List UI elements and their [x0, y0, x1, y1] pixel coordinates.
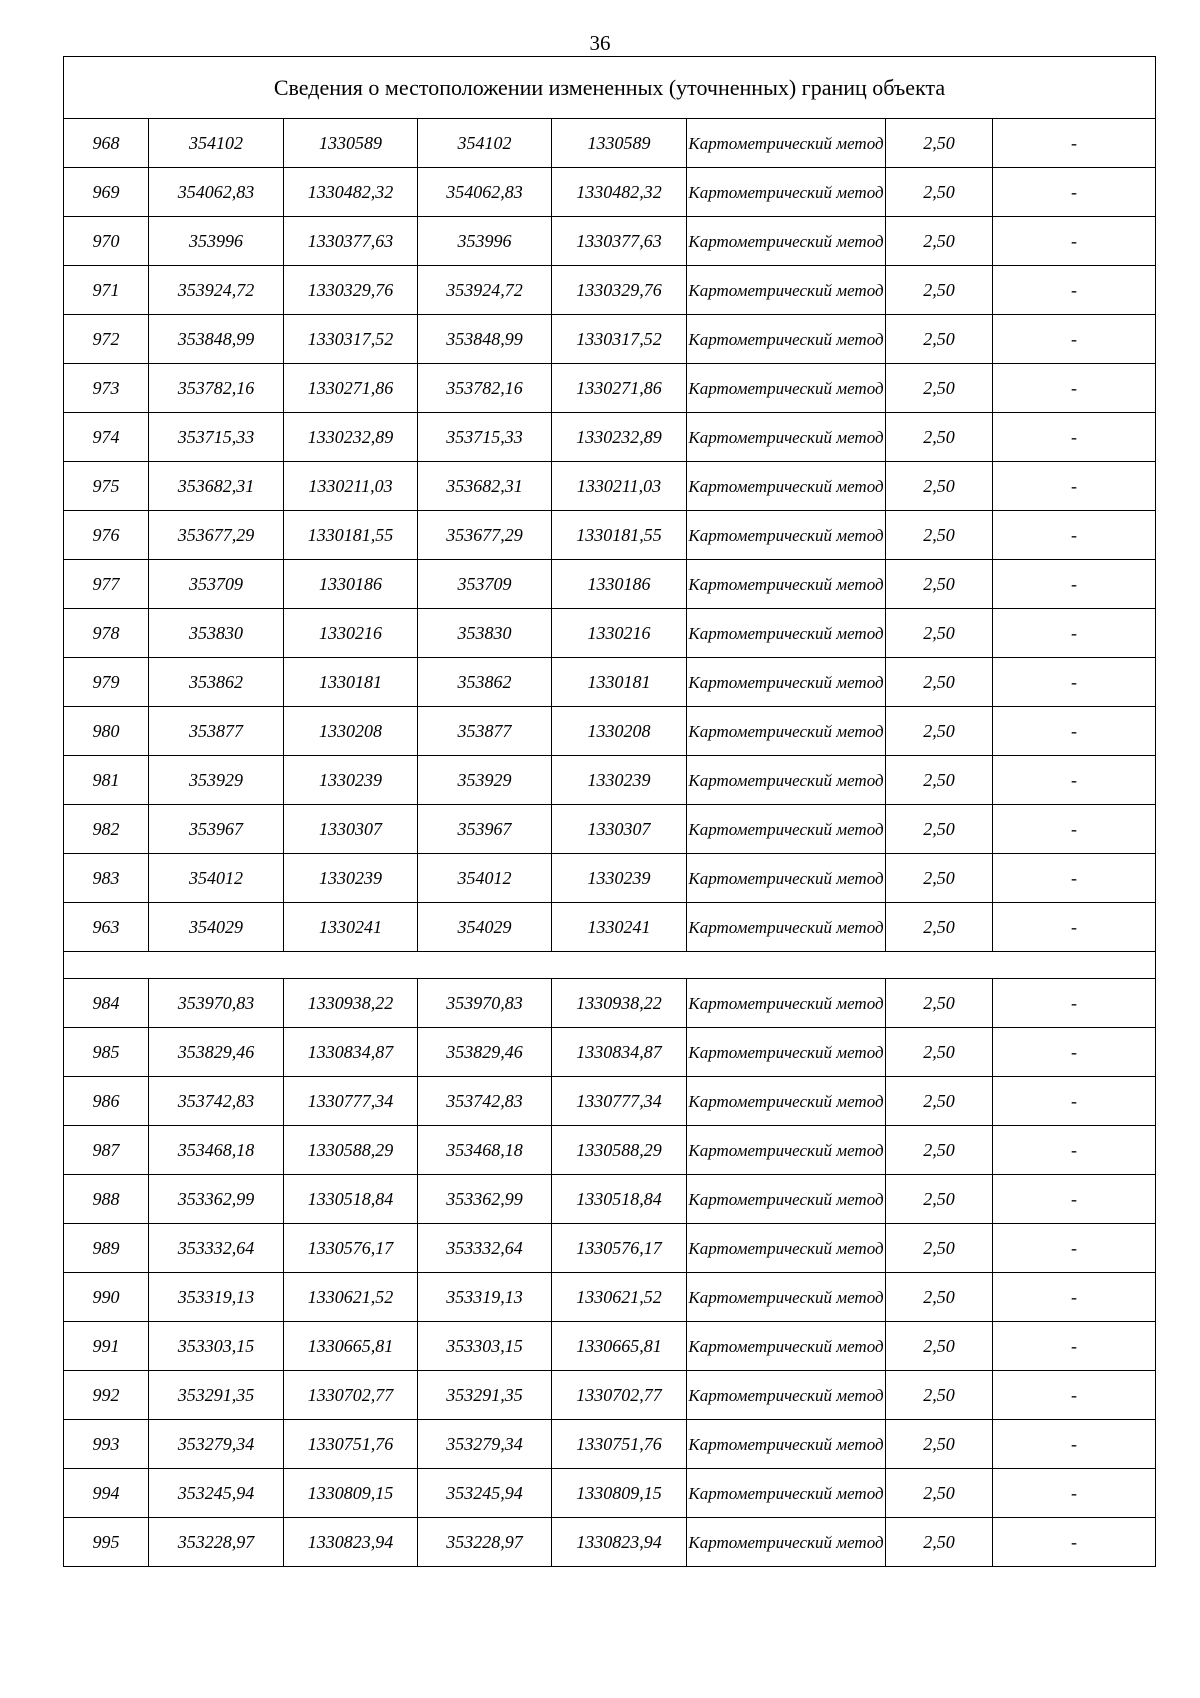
method-cell: Картометрический метод: [687, 1322, 886, 1371]
point-number-cell: 985: [64, 1028, 149, 1077]
refined-y-cell: 1330518,84: [552, 1175, 687, 1224]
table-row: [64, 413, 1156, 462]
refined-y-cell: 1330307: [552, 805, 687, 854]
description-cell: -: [993, 315, 1156, 364]
refined-x-cell: 353924,72: [418, 266, 552, 315]
existing-x-cell: 353715,33: [149, 413, 284, 462]
existing-y-cell: 1330329,76: [284, 266, 418, 315]
table-row: [64, 1175, 1156, 1224]
refined-y-cell: 1330589: [552, 119, 687, 168]
refined-x-cell: 353929: [418, 756, 552, 805]
existing-x-cell: 353877: [149, 707, 284, 756]
table-row: [64, 1371, 1156, 1420]
existing-x-cell: 353996: [149, 217, 284, 266]
point-number-cell: 975: [64, 462, 149, 511]
existing-x-cell: 353782,16: [149, 364, 284, 413]
existing-y-cell: 1330239: [284, 756, 418, 805]
accuracy-cell: 2,50: [886, 707, 993, 756]
refined-x-cell: 353862: [418, 658, 552, 707]
accuracy-cell: 2,50: [886, 854, 993, 903]
existing-y-cell: 1330271,86: [284, 364, 418, 413]
point-number-cell: 988: [64, 1175, 149, 1224]
table-row: [64, 119, 1156, 168]
existing-y-cell: 1330239: [284, 854, 418, 903]
method-cell: Картометрический метод: [687, 315, 886, 364]
method-cell: Картометрический метод: [687, 805, 886, 854]
refined-y-cell: 1330181: [552, 658, 687, 707]
point-number-cell: 989: [64, 1224, 149, 1273]
refined-y-cell: 1330241: [552, 903, 687, 952]
refined-y-cell: 1330377,63: [552, 217, 687, 266]
existing-x-cell: 353924,72: [149, 266, 284, 315]
method-cell: Картометрический метод: [687, 1077, 886, 1126]
description-cell: -: [993, 413, 1156, 462]
existing-x-cell: 353245,94: [149, 1469, 284, 1518]
refined-x-cell: 353967: [418, 805, 552, 854]
existing-x-cell: 353967: [149, 805, 284, 854]
accuracy-cell: 2,50: [886, 1420, 993, 1469]
refined-y-cell: 1330834,87: [552, 1028, 687, 1077]
point-number-cell: 984: [64, 979, 149, 1028]
accuracy-cell: 2,50: [886, 119, 993, 168]
existing-y-cell: 1330377,63: [284, 217, 418, 266]
refined-x-cell: 354029: [418, 903, 552, 952]
table-row: [64, 707, 1156, 756]
table-row: [64, 217, 1156, 266]
existing-y-cell: 1330241: [284, 903, 418, 952]
refined-x-cell: 353245,94: [418, 1469, 552, 1518]
table-row: [64, 903, 1156, 952]
table-row: [64, 462, 1156, 511]
point-number-cell: 974: [64, 413, 149, 462]
accuracy-cell: 2,50: [886, 1469, 993, 1518]
description-cell: -: [993, 609, 1156, 658]
refined-x-cell: 353782,16: [418, 364, 552, 413]
point-number-cell: 977: [64, 560, 149, 609]
method-cell: Картометрический метод: [687, 707, 886, 756]
point-number-cell: 976: [64, 511, 149, 560]
method-cell: Картометрический метод: [687, 1175, 886, 1224]
existing-x-cell: 354029: [149, 903, 284, 952]
description-cell: -: [993, 1077, 1156, 1126]
table-title-row: [64, 57, 1156, 119]
description-cell: -: [993, 805, 1156, 854]
method-cell: Картометрический метод: [687, 119, 886, 168]
table-row: [64, 168, 1156, 217]
accuracy-cell: 2,50: [886, 609, 993, 658]
refined-y-cell: 1330621,52: [552, 1273, 687, 1322]
description-cell: -: [993, 1175, 1156, 1224]
existing-x-cell: 353830: [149, 609, 284, 658]
method-cell: Картометрический метод: [687, 1420, 886, 1469]
refined-y-cell: 1330482,32: [552, 168, 687, 217]
point-number-cell: 983: [64, 854, 149, 903]
method-cell: Картометрический метод: [687, 1126, 886, 1175]
refined-x-cell: 354062,83: [418, 168, 552, 217]
accuracy-cell: 2,50: [886, 1126, 993, 1175]
accuracy-cell: 2,50: [886, 1273, 993, 1322]
accuracy-cell: 2,50: [886, 903, 993, 952]
refined-x-cell: 353877: [418, 707, 552, 756]
existing-y-cell: 1330809,15: [284, 1469, 418, 1518]
point-number-cell: 971: [64, 266, 149, 315]
method-cell: Картометрический метод: [687, 413, 886, 462]
point-number-cell: 981: [64, 756, 149, 805]
existing-x-cell: 353291,35: [149, 1371, 284, 1420]
method-cell: Картометрический метод: [687, 1371, 886, 1420]
existing-y-cell: 1330307: [284, 805, 418, 854]
refined-x-cell: 354012: [418, 854, 552, 903]
refined-x-cell: 353228,97: [418, 1518, 552, 1567]
description-cell: -: [993, 1273, 1156, 1322]
refined-x-cell: 353829,46: [418, 1028, 552, 1077]
description-cell: -: [993, 979, 1156, 1028]
accuracy-cell: 2,50: [886, 979, 993, 1028]
description-cell: -: [993, 560, 1156, 609]
refined-y-cell: 1330181,55: [552, 511, 687, 560]
refined-y-cell: 1330271,86: [552, 364, 687, 413]
point-number-cell: 982: [64, 805, 149, 854]
description-cell: -: [993, 266, 1156, 315]
accuracy-cell: 2,50: [886, 756, 993, 805]
method-cell: Картометрический метод: [687, 462, 886, 511]
accuracy-cell: 2,50: [886, 1028, 993, 1077]
table-row: [64, 1273, 1156, 1322]
existing-y-cell: 1330482,32: [284, 168, 418, 217]
description-cell: -: [993, 1028, 1156, 1077]
accuracy-cell: 2,50: [886, 413, 993, 462]
refined-x-cell: 353362,99: [418, 1175, 552, 1224]
table-row: [64, 511, 1156, 560]
table-row: [64, 1518, 1156, 1567]
refined-y-cell: 1330809,15: [552, 1469, 687, 1518]
description-cell: -: [993, 364, 1156, 413]
point-number-cell: 987: [64, 1126, 149, 1175]
description-cell: -: [993, 119, 1156, 168]
accuracy-cell: 2,50: [886, 364, 993, 413]
accuracy-cell: 2,50: [886, 1518, 993, 1567]
accuracy-cell: 2,50: [886, 658, 993, 707]
description-cell: -: [993, 1469, 1156, 1518]
refined-y-cell: 1330216: [552, 609, 687, 658]
refined-y-cell: 1330938,22: [552, 979, 687, 1028]
method-cell: Картометрический метод: [687, 217, 886, 266]
existing-y-cell: 1330216: [284, 609, 418, 658]
point-number-cell: 995: [64, 1518, 149, 1567]
page-number: 36: [589, 31, 611, 55]
description-cell: -: [993, 511, 1156, 560]
point-number-cell: 994: [64, 1469, 149, 1518]
method-cell: Картометрический метод: [687, 609, 886, 658]
accuracy-cell: 2,50: [886, 1322, 993, 1371]
table-row: [64, 315, 1156, 364]
table-row: [64, 609, 1156, 658]
existing-x-cell: 353332,64: [149, 1224, 284, 1273]
refined-x-cell: 353715,33: [418, 413, 552, 462]
point-number-cell: 980: [64, 707, 149, 756]
method-cell: Картометрический метод: [687, 979, 886, 1028]
accuracy-cell: 2,50: [886, 1175, 993, 1224]
method-cell: Картометрический метод: [687, 854, 886, 903]
refined-x-cell: 353996: [418, 217, 552, 266]
description-cell: -: [993, 1518, 1156, 1567]
existing-y-cell: 1330751,76: [284, 1420, 418, 1469]
existing-y-cell: 1330777,34: [284, 1077, 418, 1126]
existing-x-cell: 354062,83: [149, 168, 284, 217]
description-cell: -: [993, 1126, 1156, 1175]
existing-y-cell: 1330588,29: [284, 1126, 418, 1175]
table-row: [64, 1322, 1156, 1371]
refined-y-cell: 1330329,76: [552, 266, 687, 315]
point-number-cell: 973: [64, 364, 149, 413]
table-row: [64, 1224, 1156, 1273]
table-body: [64, 57, 1156, 1567]
refined-y-cell: 1330239: [552, 756, 687, 805]
existing-x-cell: 353228,97: [149, 1518, 284, 1567]
point-number-cell: 979: [64, 658, 149, 707]
refined-y-cell: 1330239: [552, 854, 687, 903]
point-number-cell: 991: [64, 1322, 149, 1371]
table-row: [64, 1469, 1156, 1518]
table-row: [64, 1077, 1156, 1126]
description-cell: -: [993, 217, 1156, 266]
boundary-coordinates-table: [63, 56, 1156, 1567]
refined-y-cell: 1330576,17: [552, 1224, 687, 1273]
description-cell: -: [993, 903, 1156, 952]
table-row: [64, 364, 1156, 413]
refined-x-cell: 353332,64: [418, 1224, 552, 1273]
existing-y-cell: 1330317,52: [284, 315, 418, 364]
refined-x-cell: 353848,99: [418, 315, 552, 364]
accuracy-cell: 2,50: [886, 1371, 993, 1420]
refined-y-cell: 1330317,52: [552, 315, 687, 364]
accuracy-cell: 2,50: [886, 1077, 993, 1126]
refined-x-cell: 354102: [418, 119, 552, 168]
method-cell: Картометрический метод: [687, 1469, 886, 1518]
method-cell: Картометрический метод: [687, 658, 886, 707]
existing-x-cell: 353303,15: [149, 1322, 284, 1371]
accuracy-cell: 2,50: [886, 217, 993, 266]
existing-x-cell: 353468,18: [149, 1126, 284, 1175]
method-cell: Картометрический метод: [687, 560, 886, 609]
existing-y-cell: 1330576,17: [284, 1224, 418, 1273]
existing-x-cell: 354102: [149, 119, 284, 168]
table-row: [64, 1420, 1156, 1469]
method-cell: Картометрический метод: [687, 1273, 886, 1322]
method-cell: Картометрический метод: [687, 511, 886, 560]
description-cell: -: [993, 1322, 1156, 1371]
refined-x-cell: 353319,13: [418, 1273, 552, 1322]
table-row: [64, 560, 1156, 609]
accuracy-cell: 2,50: [886, 1224, 993, 1273]
method-cell: Картометрический метод: [687, 1518, 886, 1567]
existing-y-cell: 1330589: [284, 119, 418, 168]
existing-x-cell: 353682,31: [149, 462, 284, 511]
description-cell: -: [993, 707, 1156, 756]
refined-x-cell: 353279,34: [418, 1420, 552, 1469]
table-row: [64, 805, 1156, 854]
description-cell: -: [993, 658, 1156, 707]
description-cell: -: [993, 168, 1156, 217]
table-row: [64, 658, 1156, 707]
point-number-cell: 972: [64, 315, 149, 364]
accuracy-cell: 2,50: [886, 266, 993, 315]
table-row: [64, 979, 1156, 1028]
existing-x-cell: 353829,46: [149, 1028, 284, 1077]
refined-y-cell: 1330665,81: [552, 1322, 687, 1371]
refined-y-cell: 1330823,94: [552, 1518, 687, 1567]
existing-y-cell: 1330938,22: [284, 979, 418, 1028]
accuracy-cell: 2,50: [886, 168, 993, 217]
refined-x-cell: 353709: [418, 560, 552, 609]
existing-y-cell: 1330181,55: [284, 511, 418, 560]
refined-x-cell: 353303,15: [418, 1322, 552, 1371]
existing-x-cell: 353279,34: [149, 1420, 284, 1469]
existing-x-cell: 353677,29: [149, 511, 284, 560]
table-row: [64, 1126, 1156, 1175]
refined-x-cell: 353830: [418, 609, 552, 658]
existing-y-cell: 1330834,87: [284, 1028, 418, 1077]
point-number-cell: 963: [64, 903, 149, 952]
existing-x-cell: 354012: [149, 854, 284, 903]
refined-x-cell: 353682,31: [418, 462, 552, 511]
table-row: [64, 854, 1156, 903]
point-number-cell: 969: [64, 168, 149, 217]
existing-y-cell: 1330621,52: [284, 1273, 418, 1322]
existing-x-cell: 353862: [149, 658, 284, 707]
existing-y-cell: 1330186: [284, 560, 418, 609]
existing-y-cell: 1330702,77: [284, 1371, 418, 1420]
table-row: [64, 1028, 1156, 1077]
existing-y-cell: 1330208: [284, 707, 418, 756]
description-cell: -: [993, 854, 1156, 903]
existing-x-cell: 353709: [149, 560, 284, 609]
table-title: Сведения о местоположении измененных (уточненных) границ объекта: [64, 57, 1156, 119]
accuracy-cell: 2,50: [886, 462, 993, 511]
accuracy-cell: 2,50: [886, 805, 993, 854]
existing-x-cell: 353929: [149, 756, 284, 805]
method-cell: Картометрический метод: [687, 364, 886, 413]
refined-x-cell: 353970,83: [418, 979, 552, 1028]
description-cell: -: [993, 462, 1156, 511]
refined-x-cell: 353468,18: [418, 1126, 552, 1175]
existing-x-cell: 353362,99: [149, 1175, 284, 1224]
table-row: [64, 756, 1156, 805]
method-cell: Картометрический метод: [687, 168, 886, 217]
existing-y-cell: 1330211,03: [284, 462, 418, 511]
refined-y-cell: 1330777,34: [552, 1077, 687, 1126]
description-cell: -: [993, 756, 1156, 805]
refined-y-cell: 1330751,76: [552, 1420, 687, 1469]
point-number-cell: 970: [64, 217, 149, 266]
point-number-cell: 993: [64, 1420, 149, 1469]
refined-y-cell: 1330186: [552, 560, 687, 609]
existing-y-cell: 1330823,94: [284, 1518, 418, 1567]
method-cell: Картометрический метод: [687, 266, 886, 315]
existing-x-cell: 353970,83: [149, 979, 284, 1028]
method-cell: Картометрический метод: [687, 903, 886, 952]
existing-x-cell: 353742,83: [149, 1077, 284, 1126]
point-number-cell: 992: [64, 1371, 149, 1420]
method-cell: Картометрический метод: [687, 1028, 886, 1077]
existing-x-cell: 353848,99: [149, 315, 284, 364]
accuracy-cell: 2,50: [886, 315, 993, 364]
method-cell: Картометрический метод: [687, 1224, 886, 1273]
existing-y-cell: 1330518,84: [284, 1175, 418, 1224]
accuracy-cell: 2,50: [886, 560, 993, 609]
table-row: [64, 266, 1156, 315]
point-number-cell: 968: [64, 119, 149, 168]
section-separator-row: [64, 952, 1156, 979]
existing-y-cell: 1330181: [284, 658, 418, 707]
description-cell: -: [993, 1420, 1156, 1469]
refined-x-cell: 353291,35: [418, 1371, 552, 1420]
accuracy-cell: 2,50: [886, 511, 993, 560]
point-number-cell: 990: [64, 1273, 149, 1322]
refined-y-cell: 1330208: [552, 707, 687, 756]
description-cell: -: [993, 1224, 1156, 1273]
refined-y-cell: 1330232,89: [552, 413, 687, 462]
description-cell: -: [993, 1371, 1156, 1420]
refined-x-cell: 353742,83: [418, 1077, 552, 1126]
section-separator: [64, 952, 1156, 979]
refined-y-cell: 1330211,03: [552, 462, 687, 511]
point-number-cell: 986: [64, 1077, 149, 1126]
existing-y-cell: 1330232,89: [284, 413, 418, 462]
method-cell: Картометрический метод: [687, 756, 886, 805]
refined-x-cell: 353677,29: [418, 511, 552, 560]
refined-y-cell: 1330588,29: [552, 1126, 687, 1175]
refined-y-cell: 1330702,77: [552, 1371, 687, 1420]
existing-y-cell: 1330665,81: [284, 1322, 418, 1371]
existing-x-cell: 353319,13: [149, 1273, 284, 1322]
point-number-cell: 978: [64, 609, 149, 658]
